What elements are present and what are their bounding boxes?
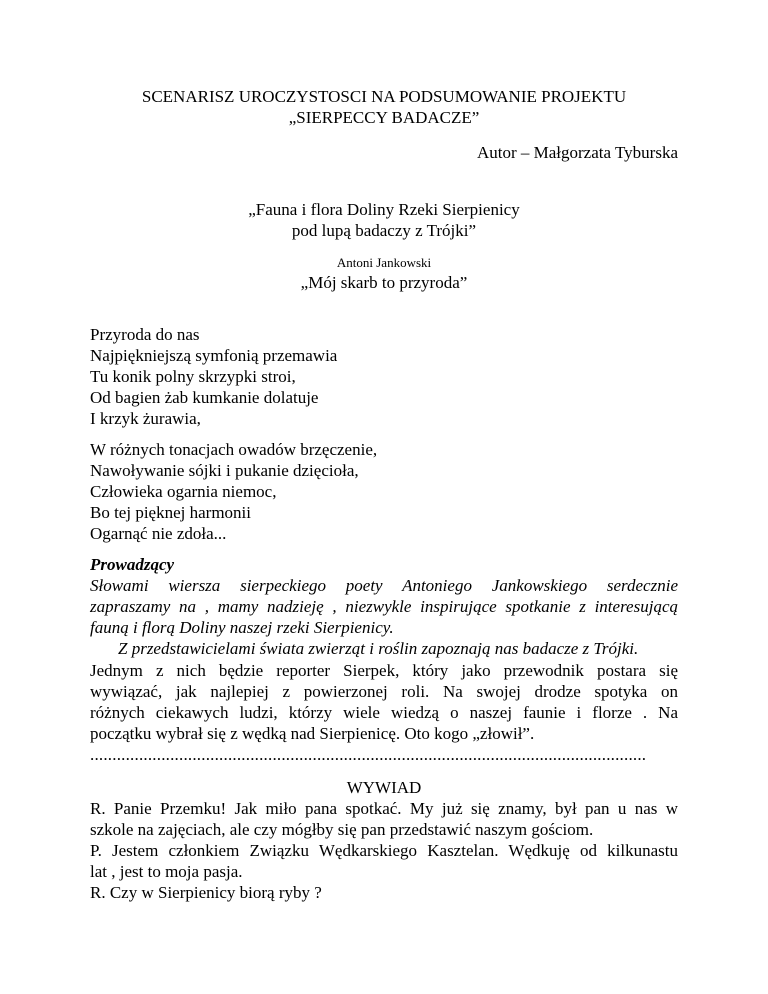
host-heading: Prowadzący	[90, 555, 175, 574]
host-text-indented: Z przedstawicielami świata zwierząt i roślin zapoznają nas badacze z Trójki.	[118, 639, 639, 658]
intro-line: wywiązać, jak najlepiej z powierzonej roli. Na swojej drodze spotyka on	[90, 682, 678, 701]
intro-line: różnych ciekawych ludzi, którzy wiele wiedzą o naszej faunie i florze . Na	[90, 703, 678, 722]
subtitle-line-2: pod lupą badaczy z Trójki”	[291, 221, 477, 240]
interview-body	[90, 798, 678, 903]
interview-line: R. Panie Przemku! Jak miło pana spotkać. My już się znamy, był pan u nas w	[90, 799, 678, 818]
poem-stanza-2	[90, 439, 678, 544]
subtitle-line-1: „Fauna i flora Doliny Rzeki Sierpienicy	[248, 200, 520, 219]
author-line: Autor – Małgorzata Tyburska	[476, 143, 678, 162]
poem-line: Człowieka ogarnia niemoc,	[90, 482, 277, 501]
poem-line: Tu konik polny skrzypki stroi,	[90, 367, 296, 386]
title-line-2: „SIERPECCY BADACZE”	[288, 108, 480, 127]
interview-line: lat , jest to moja pasja.	[90, 862, 243, 881]
poem-line: Bo tej pięknej harmonii	[90, 503, 251, 522]
intro-line: Jednym z nich będzie reporter Sierpek, który jako przewodnik postara się	[90, 661, 678, 680]
poem-author: Antoni Jankowski	[336, 255, 432, 270]
dotted-separator: .............................................................................................................................	[90, 745, 647, 764]
interview-heading: WYWIAD	[346, 778, 422, 797]
intro-paragraph	[90, 660, 678, 765]
host-section	[90, 554, 678, 659]
host-text-line: fauną i florą Doliny naszej rzeki Sierpienicy.	[90, 618, 394, 637]
poem-line: Przyroda do nas	[90, 325, 200, 344]
title-line-1: SCENARISZ UROCZYSTOSCI NA PODSUMOWANIE PROJEKTU	[141, 87, 627, 106]
poem-line: Ogarnąć nie zdoła...	[90, 524, 227, 543]
interview-line: szkole na zajęciach, ale czy mógłby się pan przedstawić naszym gościom.	[90, 820, 594, 839]
poem-line: Nawoływanie sójki i pukanie dzięcioła,	[90, 461, 359, 480]
poem-line: I krzyk żurawia,	[90, 409, 201, 428]
interview-question: R. Czy w Sierpienicy biorą ryby ?	[90, 883, 322, 902]
host-text-line: Słowami wiersza sierpeckiego poety Antoniego Jankowskiego serdecznie	[90, 576, 678, 595]
poem-line: Najpiękniejszą symfonią przemawia	[90, 346, 338, 365]
poem-stanza-1	[90, 324, 678, 429]
document-title	[90, 86, 678, 128]
poem-line: Od bagien żab kumkanie dolatuje	[90, 388, 319, 407]
poem-line: W różnych tonacjach owadów brzęczenie,	[90, 440, 378, 459]
host-text-line: zapraszamy na , mamy nadzieję , niezwykle inspirujące spotkanie z interesującą	[90, 597, 678, 616]
project-subtitle	[90, 199, 678, 241]
intro-line: początku wybrał się z wędką nad Sierpienicę. Oto kogo „złowił”.	[90, 724, 535, 743]
interview-line: P. Jestem członkiem Związku Wędkarskiego Kasztelan. Wędkuję od kilkunastu	[90, 841, 678, 860]
poem-title: „Mój skarb to przyroda”	[300, 273, 468, 292]
